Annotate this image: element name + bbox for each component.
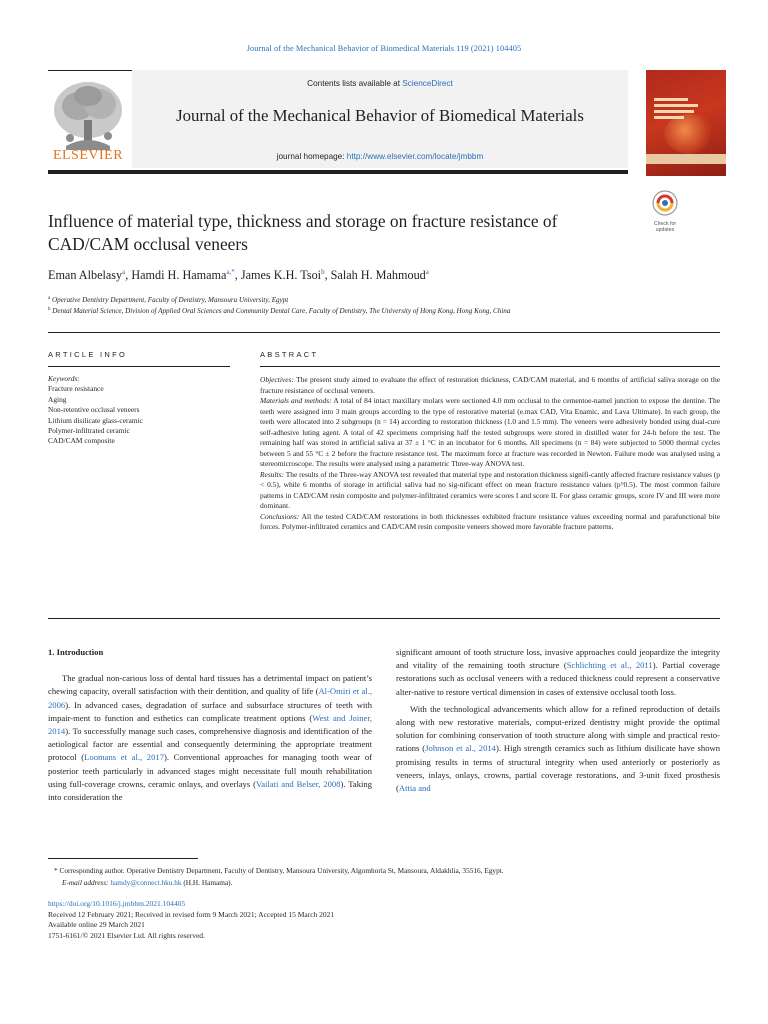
abstract-results [260, 470, 720, 512]
masthead-center-panel [132, 70, 628, 168]
email-label: E-mail address: [62, 878, 109, 887]
abstract-objectives [260, 375, 720, 396]
masthead-bottom-rule [48, 170, 628, 174]
available-online: Available online 29 March 2021 [48, 920, 145, 930]
author-name[interactable]: James K.H. Tsoi [240, 268, 322, 282]
citation-link[interactable]: Vailati and Belser, 2008 [255, 778, 341, 789]
affiliation-b [48, 307, 728, 315]
asterisk-mark: * [54, 866, 58, 875]
copyright-line: 1751-6161/© 2021 Elsevier Ltd. All rights reserved. [48, 930, 205, 940]
citation-link[interactable]: Attia and [398, 783, 431, 794]
paragraph-text: ). Partial coverage restorations such as occlusal veneers with a reduced thickness could represent a conservative alter-native to restore vertical dimension in cases of extensive occlusal tooth loss. [396, 660, 720, 697]
received-dates: Received 12 February 2021; Received in revised form 9 March 2021; Accepted 15 March 2021 [48, 909, 335, 919]
keyword-item: Polymer-infiltrated ceramic [48, 426, 130, 436]
cover-title-lines [654, 98, 704, 128]
citation-link[interactable]: Schlichting et al., 2011 [566, 660, 653, 671]
abstract-methods [260, 396, 720, 470]
keywords-label: Keywords: [48, 374, 80, 383]
conclusions-label: Conclusions: [260, 511, 300, 521]
article-title-line-2: CAD/CAM occlusal veneers [48, 234, 248, 254]
body-right-column [396, 646, 720, 795]
methods-text: A total of 84 intact maxillary molars were sectioned 4.0 mm occlusal to the cementoe-namel junction to expose the dentine. The teeth were assigned into 3 main groups according to the type of restorative material (e.max CAD, Vita Enamic, and Lava Ultimate). In each group, the teeth were allocated into 2 subgroups (n = 14) according to restoration thickness (1.0 and 1.5 mm). The veneers were adhesively bonded using dual-cure self-adhesive luting agent. A total of 42 specimens comprising half the tested subgroups were stored in distilled water for 24-h before the test. The remaining half was stored in artificial saliva at 37 ± 1 °C in an incubator for 6 months. All specimens (n = 84) were subjected to 5000 thermal cycles between 5 and 55 °C ± 2 before the fracture resistance test. The maximum force at fracture was recorded in Newton. Failure mode was analysed using a stereomicroscope. The results were analysed using a parametric Three-way ANOVA test. [260, 396, 720, 468]
email-suffix: (H.H. Hamama). [183, 878, 233, 887]
article-info-rule [48, 366, 230, 367]
affiliation-mark: b [48, 307, 51, 312]
body-left-column [48, 646, 372, 804]
abstract-body [260, 375, 720, 533]
publication-info [48, 899, 708, 941]
paragraph-text: ). In advanced cases, degradation of surface and subsurface structures of teeth with impair-ment to function and esthetics can complicate treatment options ( [48, 699, 372, 723]
paragraph-text: significant amount of tooth structure loss, invasive approaches could jeopardize the integrity and vitality of the remaining tooth structure ( [396, 647, 720, 671]
author-name[interactable]: Salah H. Mahmoud [330, 268, 426, 282]
paragraph [396, 646, 720, 699]
homepage-prefix: journal homepage: [276, 152, 347, 161]
objectives-text: The present study aimed to evaluate the effect of restoration thickness, CAD/CAM material, and 6 months of artificial saliva storage on the fracture resistance of occlusal veneers. [260, 375, 720, 395]
paragraph-text: ). High strength ceramics such as lithium disilicate have shown promising results in terms of structural integrity when used anteriorly or posteriorly as veneers, inlays, onlays, crowns, partial coverage restorations, and 3-unit fixed prosthesis ( [396, 743, 720, 794]
citation-link[interactable]: Johnson et al., 2014 [425, 743, 496, 754]
contents-line [132, 79, 628, 88]
keyword-item: CAD/CAM composite [48, 436, 115, 446]
footnote-rule [48, 858, 198, 859]
author-list: Eman Albelasy$^a$, Hamdi H. Hamama$^{a,*}$, James K.H. Tsoi$^b$, Salah H. Mahmoud$^a$ [48, 268, 429, 282]
paragraph [396, 703, 720, 795]
journal-cover-thumbnail[interactable] [646, 70, 726, 176]
methods-label: Materials and methods: [260, 396, 332, 405]
author-affiliation-mark[interactable]: a [425, 268, 429, 276]
author-affiliation-mark[interactable]: a,* [226, 268, 235, 276]
abstract-divider [48, 618, 720, 619]
sciencedirect-link[interactable]: ScienceDirect [402, 79, 453, 88]
paragraph [48, 672, 372, 804]
affiliation-mark: a [48, 296, 51, 301]
abstract-conclusions [260, 512, 720, 533]
results-label: Results: [260, 469, 284, 479]
author-affiliation-mark[interactable]: a [122, 268, 126, 276]
article-info-heading: ARTICLE INFO [48, 350, 128, 359]
header-divider [48, 332, 720, 333]
abstract-rule [260, 366, 720, 367]
affiliation-a [48, 296, 728, 304]
email-footnote [54, 878, 714, 889]
journal-title: Journal of the Mechanical Behavior of Biomedical Materials [176, 106, 584, 125]
section-title: 1. Introduction [48, 647, 104, 657]
abstract-heading: ABSTRACT [260, 350, 319, 359]
corresponding-footnote [54, 866, 714, 877]
conclusions-text: All the tested CAD/CAM restorations in both thicknesses exhibited fracture resistance values exceeding normal and parafunctional bite forces. Polymer-infiltrated ceramics and CAD/CAM resin composite veneers showed more favorable fracture patterns. [260, 511, 720, 531]
citation-link[interactable]: West and Joiner, 2014 [48, 712, 372, 737]
article-title-line-1: Influence of material type, thickness and storage on fracture resistance of [48, 211, 558, 231]
publisher-logo-text: ELSEVIER [52, 148, 124, 163]
author-name[interactable]: Hamdi H. Hamama [131, 268, 227, 282]
contents-prefix: Contents lists available at [307, 79, 403, 88]
keyword-item: Fracture resistance [48, 384, 104, 394]
author-name[interactable]: Eman Albelasy [48, 268, 123, 282]
paragraph-text: ). To successfully manage such cases, comprehensive diagnosis and identification of the aetiological factor are essential and consequently determining the appropriate treatment protocol ( [48, 726, 372, 763]
keyword-item: Non-retentive occlusal veneers [48, 405, 140, 415]
doi-link[interactable]: https://doi.org/10.1016/j.jmbbm.2021.104405 [48, 899, 186, 908]
article-title [48, 210, 628, 256]
keyword-item: Lithium disilicate glass-ceramic [48, 415, 143, 425]
results-text: The results of the Three-way ANOVA test revealed that material type and restoration thickness signifi-cantly affected fracture resistance values (p < 0.5), while 6 months of storage in artificial saliva had no sig-nificant effect on mean fracture resistance values (p°0.5). The most common failure patterns in CAD/CAM resin composite and polymer-infiltrated ceramics were scores I and score II. For glass ceramic groups, score IV and III were more dominant. [260, 469, 720, 510]
paragraph-text: ). Taking into consideration the [48, 778, 372, 803]
author-affiliation-mark[interactable]: b [321, 268, 325, 276]
paragraph-text: ). Conventional approaches for managing tooth wear of posterior teeth particularly in advanced stages might necessitate full mouth rehabilitation using full-coverage crowns, ceramic onlays, and overlays ( [48, 752, 372, 789]
check-updates-label-1: Check for [653, 221, 677, 227]
journal-masthead [48, 70, 726, 175]
check-updates-icon [652, 190, 678, 216]
affiliation-text: Operative Dentistry Department, Faculty of Dentistry, Mansoura University, Egypt [52, 296, 289, 304]
check-for-updates-badge[interactable] [646, 190, 684, 233]
affiliation-text: Dental Material Science, Division of Applied Oral Sciences and Community Dental Care, Faculty of Dentistry, The University of Hong Kong, Hong Kong, China [52, 307, 511, 315]
journal-homepage-link[interactable]: http://www.elsevier.com/locate/jmbbm [346, 152, 484, 161]
paragraph-text: The gradual non-carious loss of dental hard tissues has a detrimental impact on patient’s chewing capacity, overall satisfaction with their dentition, and quality of life ( [48, 673, 372, 697]
check-updates-label-2: updates [655, 227, 675, 233]
keyword-item: Aging [48, 394, 67, 404]
running-header[interactable]: Journal of the Mechanical Behavior of Biomedical Materials 119 (2021) 104405 [246, 44, 522, 53]
objectives-label: Objectives: [260, 375, 294, 384]
journal-homepage-line [132, 152, 628, 161]
corresponding-text: Corresponding author. Operative Dentistry Department, Faculty of Dentistry, Mansoura University, Algomhoria St, Mansoura, Aldakhlia, 35516, Egypt. [59, 866, 504, 875]
keywords-block [48, 374, 228, 447]
paragraph-text: With the technological advancements which allow for a refined reproduction of details along with new restorative materials, comput-erized dentistry might provide the optimal solution for combining conservation of tooth structure along with simple and practical resto-rations ( [396, 703, 720, 754]
email-link[interactable]: hamdy@connect.hku.hk [110, 878, 182, 887]
cover-band [646, 154, 726, 164]
citation-link[interactable]: Loomans et al., 2017 [84, 752, 164, 763]
citation-link[interactable]: Al-Omiri et al., 2006 [48, 686, 373, 710]
